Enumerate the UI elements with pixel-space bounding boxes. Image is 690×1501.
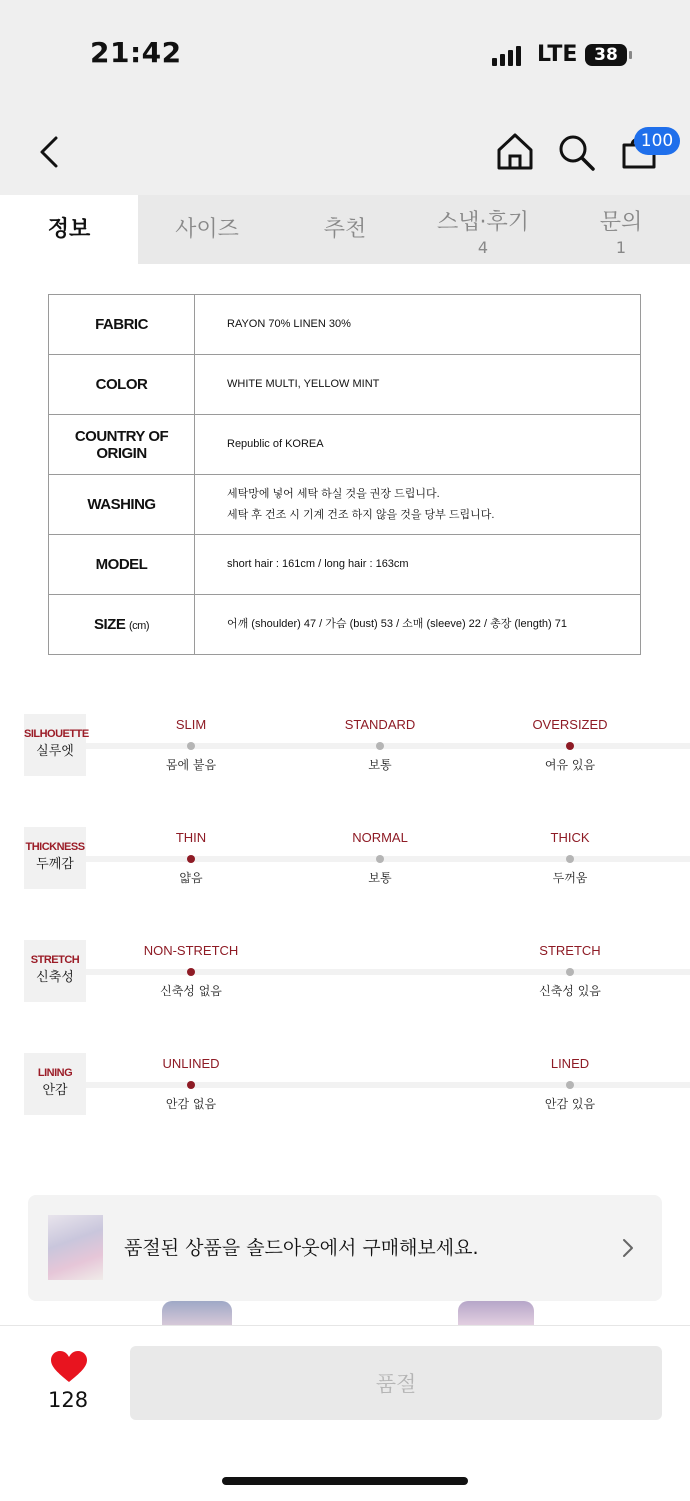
status-time: 21:42 <box>90 36 182 69</box>
scale-option-top <box>490 943 650 958</box>
size-key: SIZE <box>93 616 126 633</box>
option-label: STRETCH <box>539 943 601 958</box>
scale-option-top <box>490 830 650 845</box>
table-key: MODEL <box>49 535 195 595</box>
scale-option-bottom <box>300 869 460 886</box>
scale-label-en: THICKNESS <box>25 841 85 853</box>
scale-track <box>86 743 690 749</box>
scale-label-en: LINING <box>37 1067 73 1079</box>
tab-recommend[interactable] <box>276 195 414 264</box>
scale-option-bottom <box>490 869 650 886</box>
option-label: LINED <box>550 1056 590 1071</box>
table-value: short hair : 161cm / long hair : 163cm <box>195 535 641 595</box>
product-tabs <box>0 195 690 264</box>
scale-option-top <box>300 830 460 845</box>
scale-label <box>24 827 86 889</box>
scale-option-top <box>111 1056 271 1071</box>
scale-option-top <box>490 1056 650 1071</box>
network-label: LTE <box>537 42 578 67</box>
scale-silhouette <box>0 714 690 814</box>
option-label: NON-STRETCH <box>143 943 239 958</box>
scale-label <box>24 940 86 1002</box>
option-desc: 얇음 <box>179 871 203 885</box>
search-icon[interactable] <box>557 133 597 173</box>
scale-option-top <box>300 717 460 732</box>
scale-label-ko: 안감 <box>42 1083 68 1098</box>
table-key: WASHING <box>49 475 195 535</box>
scale-option-top <box>111 943 271 958</box>
tab-info[interactable] <box>0 195 138 264</box>
table-row <box>49 355 641 415</box>
table-row <box>49 535 641 595</box>
scale-dot <box>376 855 384 863</box>
option-desc: 신축성 있음 <box>539 984 601 998</box>
scale-dot-selected <box>187 968 195 976</box>
like-count: 128 <box>48 1388 89 1412</box>
scale-stretch <box>0 940 690 1040</box>
table-row <box>49 415 641 475</box>
table-value: RAYON 70% LINEN 30% <box>195 295 641 355</box>
option-label: NORMAL <box>352 830 408 845</box>
table-key: FABRIC <box>49 295 195 355</box>
tab-snap-review[interactable] <box>414 195 552 264</box>
scale-dot <box>566 968 574 976</box>
option-label: STANDARD <box>344 717 416 732</box>
table-value <box>195 475 641 535</box>
table-row <box>49 475 641 535</box>
scale-option-bottom <box>490 1095 650 1112</box>
option-desc: 안감 없음 <box>165 1097 217 1111</box>
option-label: SLIM <box>175 717 207 732</box>
scale-label-ko: 신축성 <box>36 970 74 985</box>
option-label: THICK <box>550 830 590 845</box>
tab-count: 4 <box>477 238 489 257</box>
tab-size[interactable] <box>138 195 276 264</box>
scale-dot <box>187 742 195 750</box>
table-key: COLOR <box>49 355 195 415</box>
scale-option-top <box>111 717 271 732</box>
table-value: 어깨 (shoulder) 47 / 가슴 (bust) 53 / 소매 (sleeve) 22 / 총장 (length) 71 <box>195 595 641 655</box>
table-key <box>49 595 195 655</box>
scale-label-ko: 실루엣 <box>36 744 74 759</box>
scale-track <box>86 1082 690 1088</box>
scale-label-en: STRETCH <box>30 954 80 966</box>
soldout-banner[interactable] <box>28 1195 662 1301</box>
option-desc: 신축성 없음 <box>160 984 222 998</box>
scale-dot <box>376 742 384 750</box>
scale-label-ko: 두께감 <box>36 857 74 872</box>
option-desc: 여유 있음 <box>544 758 596 772</box>
scale-lining <box>0 1053 690 1153</box>
scale-option-bottom <box>111 756 271 773</box>
scale-dot <box>566 1081 574 1089</box>
tab-inquiry[interactable] <box>552 195 690 264</box>
scale-dot-selected <box>187 1081 195 1089</box>
size-unit: (cm) <box>129 620 149 632</box>
washing-line-2: 세탁 후 건조 시 기계 건조 하지 않을 것을 당부 드립니다. <box>227 508 495 521</box>
battery-icon: 38 <box>585 44 627 66</box>
scale-dot-selected <box>187 855 195 863</box>
tab-label: 스냅·후기 <box>436 210 529 235</box>
option-label: UNLINED <box>162 1056 220 1071</box>
signal-icon <box>492 46 524 66</box>
back-icon[interactable] <box>36 134 64 170</box>
scale-option-bottom <box>111 869 271 886</box>
washing-line-1: 세탁망에 넣어 세탁 하실 것을 권장 드립니다. <box>227 487 440 500</box>
scale-thickness <box>0 827 690 927</box>
option-desc: 안감 있음 <box>544 1097 596 1111</box>
product-info-table <box>48 294 641 655</box>
table-value: WHITE MULTI, YELLOW MINT <box>195 355 641 415</box>
scale-label <box>24 714 89 776</box>
soldout-banner-text: 품절된 상품을 솔드아웃에서 구매해보세요. <box>124 1237 479 1259</box>
scale-label-en: SILHOUETTE <box>24 728 89 740</box>
product-image-peek <box>458 1301 534 1325</box>
home-icon[interactable] <box>495 131 535 171</box>
tab-label: 정보 <box>47 217 91 242</box>
option-label: OVERSIZED <box>532 717 608 732</box>
tab-label: 문의 <box>599 210 643 235</box>
scale-option-bottom <box>490 982 650 999</box>
tab-label: 추천 <box>323 217 367 242</box>
table-row <box>49 595 641 655</box>
scale-option-top <box>490 717 650 732</box>
scale-option-bottom <box>300 756 460 773</box>
heart-icon[interactable] <box>50 1350 88 1384</box>
scale-option-top <box>111 830 271 845</box>
scale-dot-selected <box>566 742 574 750</box>
home-indicator <box>222 1477 468 1485</box>
chevron-right-icon <box>620 1237 636 1259</box>
option-label: THIN <box>175 830 207 845</box>
scale-option-bottom <box>111 1095 271 1112</box>
scale-track <box>86 969 690 975</box>
scale-label <box>24 1053 86 1115</box>
cart-count-badge: 100 <box>634 127 680 155</box>
scale-dot <box>566 855 574 863</box>
product-thumbnail <box>48 1215 103 1280</box>
option-desc: 두꺼움 <box>552 871 588 885</box>
tab-label: 사이즈 <box>175 217 239 242</box>
top-bar <box>0 0 690 195</box>
scale-option-bottom <box>111 982 271 999</box>
table-key: COUNTRY OF ORIGIN <box>49 415 195 475</box>
option-desc: 몸에 붙음 <box>165 758 217 772</box>
option-desc: 보통 <box>368 871 392 885</box>
product-image-peek <box>162 1301 232 1325</box>
table-row <box>49 295 641 355</box>
scale-option-bottom <box>490 756 650 773</box>
option-desc: 보통 <box>368 758 392 772</box>
soldout-button[interactable]: 품절 <box>130 1346 662 1420</box>
table-value: Republic of KOREA <box>195 415 641 475</box>
tab-count: 1 <box>615 238 627 257</box>
scale-track <box>86 856 690 862</box>
